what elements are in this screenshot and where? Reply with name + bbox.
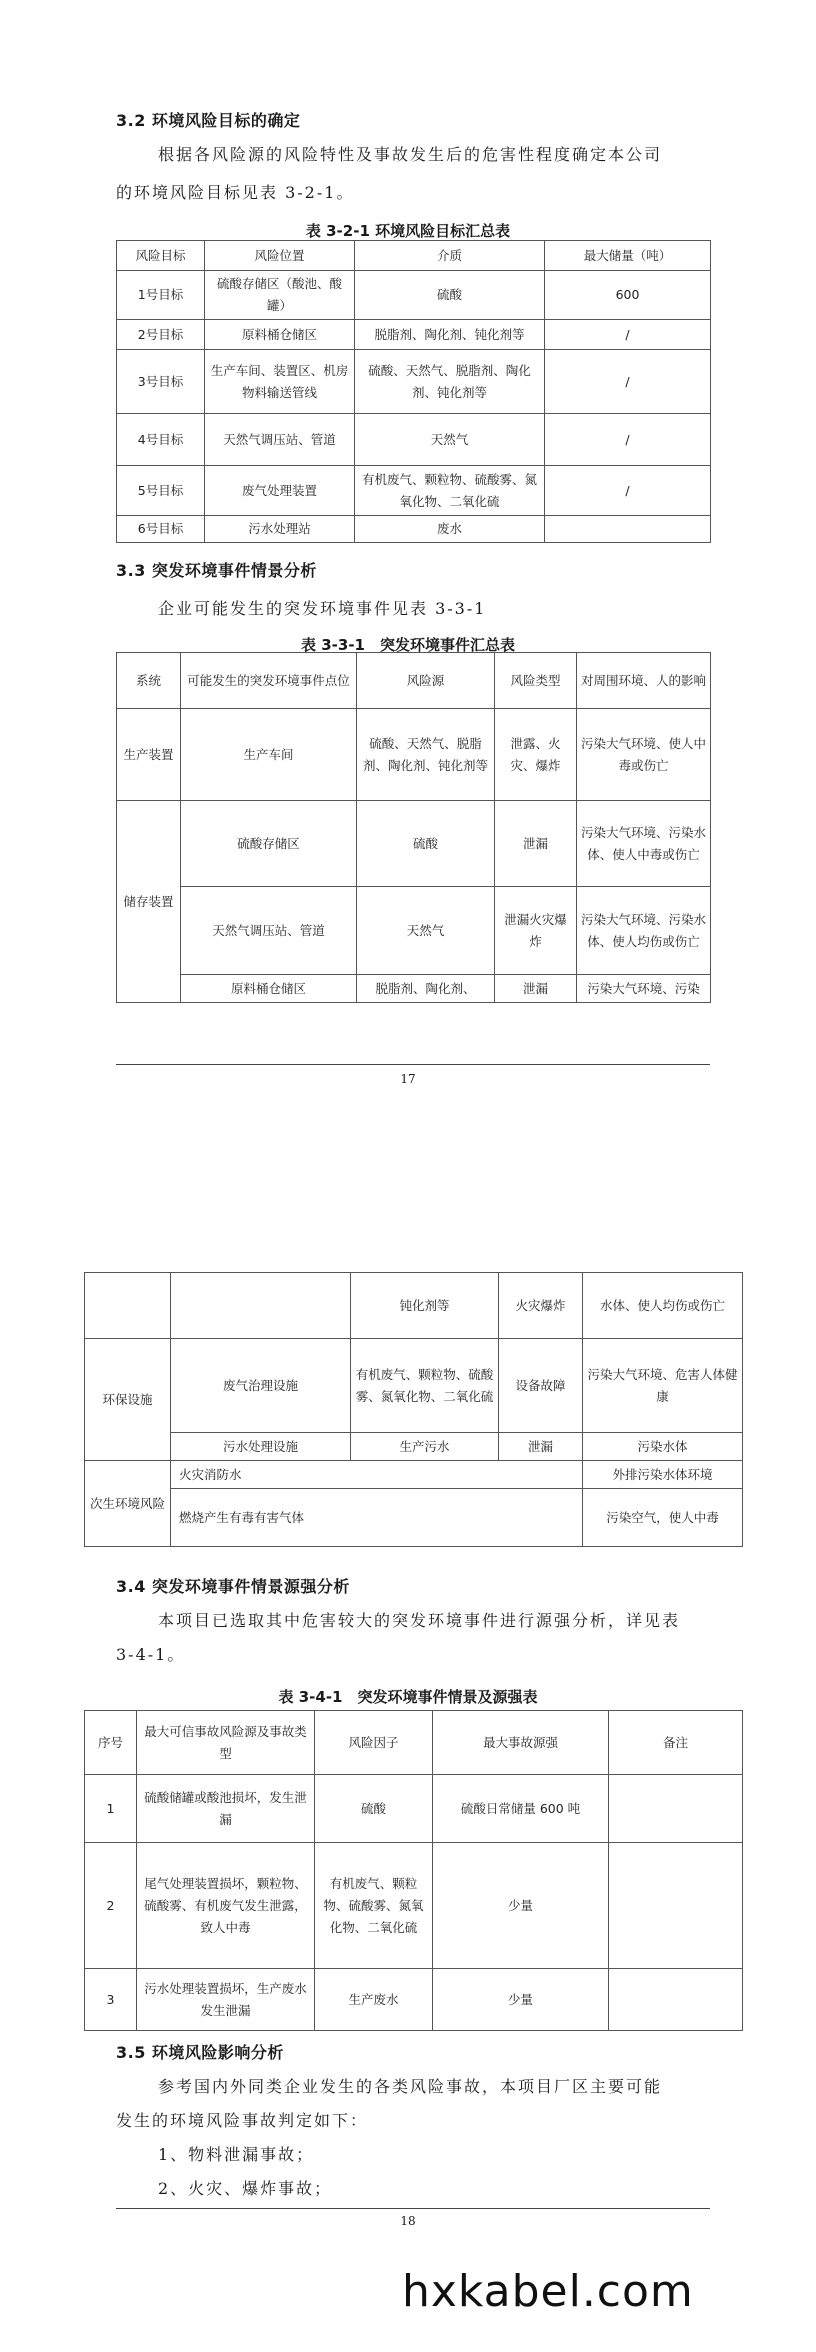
table-cell: 硫酸 (315, 1775, 433, 1843)
table-row (85, 1433, 743, 1461)
watermark-text: hxkabel.com (402, 2266, 694, 2317)
table-row (117, 271, 711, 320)
table-cell: / (545, 320, 711, 350)
table-3-2-1-caption: 表 3-2-1 环境风险目标汇总表 (305, 222, 511, 240)
section-3-3-paragraph: 企业可能发生的突发环境事件见表 3-3-1 (158, 599, 487, 618)
page-number: 17 (400, 1072, 416, 1086)
table-3-4-1-caption: 表 3-4-1 突发环境事件情景及源强表 (278, 1688, 538, 1706)
table-row (117, 350, 711, 414)
table-cell: 硫酸储罐或酸池损坏，发生泄漏 (137, 1775, 315, 1843)
table-cell: 5号目标 (117, 466, 205, 516)
section-3-2-paragraph-line2: 的环境风险目标见表 3-2-1。 (116, 183, 355, 202)
table-cell: 硫酸日常储量 600 吨 (433, 1775, 609, 1843)
table-cell: 泄漏火灾爆炸 (495, 887, 577, 975)
table-row (117, 516, 711, 543)
list-item-2: 2、火灾、爆炸事故； (158, 2179, 333, 2198)
table-cell: 生产污水 (351, 1433, 499, 1461)
table-cell: 少量 (433, 1843, 609, 1969)
page-divider (116, 2208, 710, 2209)
table-cell: 污水处理设施 (171, 1433, 351, 1461)
header-cell: 风险源 (357, 653, 495, 709)
header-cell: 对周围环境、人的影响 (577, 653, 711, 709)
table-cell: / (545, 466, 711, 516)
risk-target-table (116, 240, 711, 543)
table-row (117, 414, 711, 466)
table-cell: 3 (85, 1969, 137, 2031)
table-row (85, 1775, 743, 1843)
table-cell: 脱脂剂、陶化剂、 (357, 975, 495, 1003)
section-3-4-paragraph-line2: 3-4-1。 (116, 1645, 186, 1664)
table-header-row (117, 653, 711, 709)
header-cell: 介质 (355, 241, 545, 271)
page-number: 18 (400, 2214, 416, 2228)
source-strength-table (84, 1710, 743, 2031)
table-cell: 硫酸存储区 (181, 801, 357, 887)
system-cell: 次生环境风险 (85, 1461, 171, 1547)
table-header-row (85, 1711, 743, 1775)
table-cell: 设备故障 (499, 1339, 583, 1433)
table-row (85, 1489, 743, 1547)
table-cell: 生产车间、装置区、机房物料输送管线 (205, 350, 355, 414)
table-cell: 硫酸存储区（酸池、酸罐） (205, 271, 355, 320)
table-cell (609, 1969, 743, 2031)
list-item-1: 1、物料泄漏事故； (158, 2145, 315, 2164)
table-cell (545, 516, 711, 543)
table-cell (171, 1273, 351, 1339)
table-cell: 废气处理装置 (205, 466, 355, 516)
table-cell: 污染水体 (583, 1433, 743, 1461)
table-cell (609, 1775, 743, 1843)
table-cell: 废气治理设施 (171, 1339, 351, 1433)
table-cell: / (545, 350, 711, 414)
table-cell: 火灾爆炸 (499, 1273, 583, 1339)
table-cell: 6号目标 (117, 516, 205, 543)
table-cell: 燃烧产生有毒有害气体 (171, 1489, 583, 1547)
table-cell: 硫酸 (357, 801, 495, 887)
system-cell: 储存装置 (117, 801, 181, 1003)
table-cell: 钝化剂等 (351, 1273, 499, 1339)
table-cell: 污染大气环境、使人中毒或伤亡 (577, 709, 711, 801)
table-cell: 有机废气、颗粒物、硫酸雾、氮氧化物、二氧化硫 (355, 466, 545, 516)
table-cell: 脱脂剂、陶化剂、钝化剂等 (355, 320, 545, 350)
table-cell: 3号目标 (117, 350, 205, 414)
table-cell: 生产车间 (181, 709, 357, 801)
header-cell: 最大储量（吨） (545, 241, 711, 271)
table-row (117, 466, 711, 516)
section-3-3-heading: 3.3 突发环境事件情景分析 (116, 561, 317, 580)
header-cell: 可能发生的突发环境事件点位 (181, 653, 357, 709)
table-cell: 废水 (355, 516, 545, 543)
table-cell: 污水处理装置损坏，生产废水发生泄漏 (137, 1969, 315, 2031)
table-row (85, 1461, 743, 1489)
header-cell: 最大事故源强 (433, 1711, 609, 1775)
table-cell: 天然气 (355, 414, 545, 466)
header-cell: 风险类型 (495, 653, 577, 709)
table-3-3-1-caption: 表 3-3-1 突发环境事件汇总表 (301, 636, 515, 654)
table-cell: 污水处理站 (205, 516, 355, 543)
section-3-4-paragraph-line1: 本项目已选取其中危害较大的突发环境事件进行源强分析，详见表 (158, 1611, 681, 1630)
table-cell: 硫酸 (355, 271, 545, 320)
emergency-event-table (116, 652, 711, 1003)
table-cell: 原料桶仓储区 (181, 975, 357, 1003)
table-cell: 污染空气，使人中毒 (583, 1489, 743, 1547)
header-cell: 风险位置 (205, 241, 355, 271)
table-cell: 4号目标 (117, 414, 205, 466)
emergency-event-table-continued (84, 1272, 743, 1547)
table-cell: 污染大气环境、危害人体健康 (583, 1339, 743, 1433)
header-cell: 风险因子 (315, 1711, 433, 1775)
table-row (117, 975, 711, 1003)
header-cell: 序号 (85, 1711, 137, 1775)
system-cell: 生产装置 (117, 709, 181, 801)
table-row (117, 801, 711, 887)
table-row (117, 320, 711, 350)
table-cell: 天然气调压站、管道 (205, 414, 355, 466)
section-3-2-heading: 3.2 环境风险目标的确定 (116, 111, 301, 130)
header-cell: 风险目标 (117, 241, 205, 271)
table-row (85, 1969, 743, 2031)
table-cell: 泄露、火灾、爆炸 (495, 709, 577, 801)
table-cell: 2 (85, 1843, 137, 1969)
section-3-2-paragraph-line1: 根据各风险源的风险特性及事故发生后的危害性程度确定本公司 (158, 145, 663, 164)
section-3-5-paragraph-line1: 参考国内外同类企业发生的各类风险事故，本项目厂区主要可能 (158, 2077, 663, 2096)
table-cell: 污染大气环境、污染水体、使人中毒或伤亡 (577, 801, 711, 887)
header-cell: 系统 (117, 653, 181, 709)
table-row (117, 887, 711, 975)
table-row (117, 709, 711, 801)
table-cell: 硫酸、天然气、脱脂剂、陶化剂、钝化剂等 (355, 350, 545, 414)
table-cell: 火灾消防水 (171, 1461, 583, 1489)
table-cell: 生产废水 (315, 1969, 433, 2031)
table-cell: 天然气 (357, 887, 495, 975)
system-cell: 环保设施 (85, 1339, 171, 1461)
table-cell: 1号目标 (117, 271, 205, 320)
section-3-5-heading: 3.5 环境风险影响分析 (116, 2043, 284, 2062)
table-cell: 污染大气环境、污染 (577, 975, 711, 1003)
table-cell: 泄漏 (499, 1433, 583, 1461)
table-cell: 尾气处理装置损坏，颗粒物、硫酸雾、有机废气发生泄露，致人中毒 (137, 1843, 315, 1969)
header-cell: 备注 (609, 1711, 743, 1775)
table-header-row (117, 241, 711, 271)
table-row (85, 1339, 743, 1433)
table-cell: 有机废气、颗粒物、硫酸雾、氮氧化物、二氧化硫 (315, 1843, 433, 1969)
table-cell: 2号目标 (117, 320, 205, 350)
table-cell: 有机废气、颗粒物、硫酸雾、氮氧化物、二氧化硫 (351, 1339, 499, 1433)
table-cell: 少量 (433, 1969, 609, 2031)
table-cell: 600 (545, 271, 711, 320)
table-cell (85, 1273, 171, 1339)
section-3-4-heading: 3.4 突发环境事件情景源强分析 (116, 1577, 350, 1596)
section-3-5-paragraph-line2: 发生的环境风险事故判定如下： (116, 2111, 369, 2130)
page-divider (116, 1064, 710, 1065)
table-cell: 天然气调压站、管道 (181, 887, 357, 975)
table-cell: 外排污染水体环境 (583, 1461, 743, 1489)
table-cell: 原料桶仓储区 (205, 320, 355, 350)
table-cell: 污染大气环境、污染水体、使人均伤或伤亡 (577, 887, 711, 975)
table-row (85, 1843, 743, 1969)
table-cell: / (545, 414, 711, 466)
table-cell: 1 (85, 1775, 137, 1843)
table-cell: 水体、使人均伤或伤亡 (583, 1273, 743, 1339)
header-cell: 最大可信事故风险源及事故类型 (137, 1711, 315, 1775)
table-cell: 硫酸、天然气、脱脂剂、陶化剂、钝化剂等 (357, 709, 495, 801)
table-cell (609, 1843, 743, 1969)
table-cell: 泄漏 (495, 975, 577, 1003)
table-row (85, 1273, 743, 1339)
table-cell: 泄漏 (495, 801, 577, 887)
